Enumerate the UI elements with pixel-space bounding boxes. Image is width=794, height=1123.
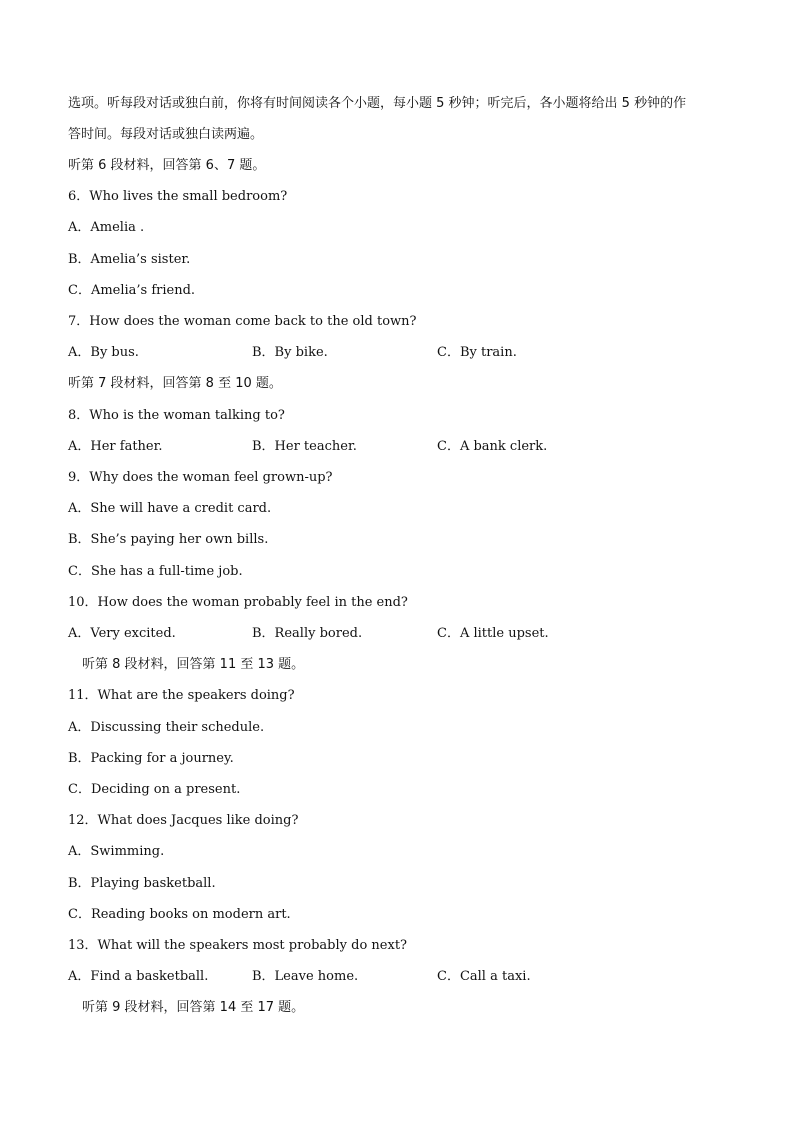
question-6-stem: 6．Who lives the small bedroom? — [68, 189, 288, 204]
question-13-options — [0, 968, 794, 986]
question-7-stem: 7．How does the woman come back to the old town? — [68, 314, 417, 329]
question-7-option-a: A．By bus. — [68, 345, 139, 360]
question-11-stem: 11．What are the speakers doing? — [68, 688, 295, 703]
section-7-heading: 听第 7 段材料，回答第 8 至 10 题。 — [68, 376, 282, 391]
question-8-stem: 8．Who is the woman talking to? — [68, 408, 285, 423]
question-10-options — [0, 625, 794, 643]
question-12-option-b: B．Playing basketball. — [68, 876, 216, 891]
question-9-option-a: A．She will have a credit card. — [68, 501, 272, 516]
question-9-option-c: C．She has a full-time job. — [68, 564, 243, 579]
question-13-option-c: C．Call a taxi. — [437, 969, 531, 984]
question-13-option-b: B．Leave home. — [252, 969, 359, 984]
question-6-option-b: B．Amelia’s sister. — [68, 252, 191, 267]
question-13-option-a: A．Find a basketball. — [68, 969, 209, 984]
question-10-option-a: A．Very excited. — [68, 626, 176, 641]
section-6-heading: 听第 6 段材料，回答第 6、7 题。 — [68, 158, 266, 173]
question-11-option-c: C．Deciding on a present. — [68, 782, 241, 797]
question-12-option-c: C．Reading books on modern art. — [68, 907, 291, 922]
question-8-option-b: B．Her teacher. — [252, 439, 357, 454]
question-12-option-a: A．Swimming. — [68, 844, 165, 859]
question-10-option-b: B．Really bored. — [252, 626, 363, 641]
question-9-stem: 9．Why does the woman feel grown-up? — [68, 470, 333, 485]
question-10-option-c: C．A little upset. — [437, 626, 549, 641]
question-6-option-c: C．Amelia’s friend. — [68, 283, 196, 298]
question-12-stem: 12．What does Jacques like doing? — [68, 813, 299, 828]
question-8-option-c: C．A bank clerk. — [437, 439, 548, 454]
section-8-heading: 听第 8 段材料，回答第 11 至 13 题。 — [82, 657, 305, 672]
question-8-options — [0, 438, 794, 456]
question-13-stem: 13．What will the speakers most probably do next? — [68, 938, 408, 953]
intro-line-1: 选项。听每段对话或独白前，你将有时间阅读各个小题，每小题 5 秒钟；听完后，各小题将给出 5 秒钟的作 — [68, 96, 687, 111]
question-11-option-a: A．Discussing their schedule. — [68, 720, 265, 735]
question-8-option-a: A．Her father. — [68, 439, 163, 454]
section-9-heading: 听第 9 段材料，回答第 14 至 17 题。 — [82, 1000, 305, 1015]
question-9-option-b: B．She’s paying her own bills. — [68, 532, 269, 547]
intro-line-2: 答时间。每段对话或独白读两遍。 — [68, 127, 264, 142]
question-10-stem: 10．How does the woman probably feel in the end? — [68, 595, 408, 610]
question-7-option-b: B．By bike. — [252, 345, 328, 360]
question-6-option-a: A．Amelia . — [68, 220, 145, 235]
question-7-options — [0, 344, 794, 362]
question-11-option-b: B．Packing for a journey. — [68, 751, 234, 766]
question-7-option-c: C．By train. — [437, 345, 517, 360]
